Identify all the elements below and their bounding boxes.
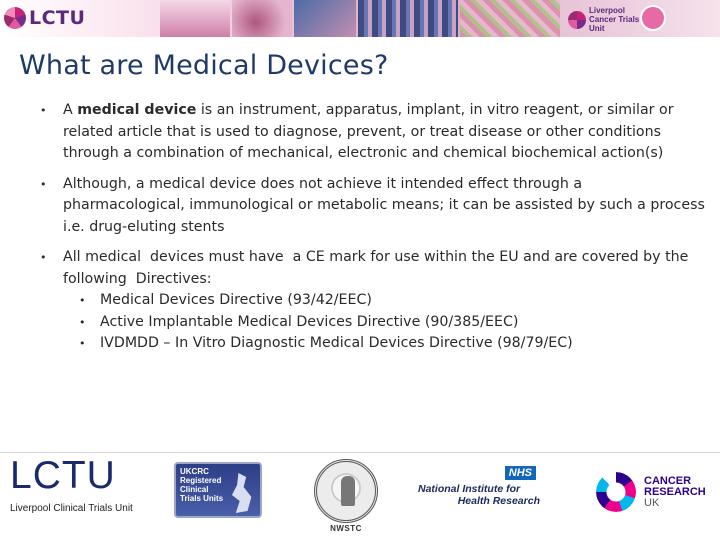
nihr-line-1: National Institute for	[418, 483, 521, 495]
banner-photo-flowers	[460, 0, 560, 37]
lctu-footer-logo-text: LCTU	[10, 454, 116, 497]
bullet-effect	[40, 174, 708, 239]
lctu-header-logo	[4, 5, 85, 31]
cruk-line-2: RESEARCH	[644, 485, 706, 498]
sub-bullet-ivdmdd	[40, 333, 708, 355]
ukcrc-logo-text: UKCRC Registered Clinical Trials Units	[180, 467, 224, 503]
footer-divider	[0, 452, 720, 453]
bullet-text: All medical devices must have a CE mark for use within the EU and are covered by the following Directives:	[63, 249, 693, 287]
banner-photo-2	[232, 0, 292, 37]
banner-photo-3	[294, 0, 356, 37]
bullet-dot-icon: •	[40, 104, 47, 117]
lctu-logo-mark-icon	[4, 7, 26, 29]
lcctu-logo-text: Liverpool Cancer Trials Unit	[589, 6, 640, 33]
nwstc-tag: NWSTC	[330, 524, 362, 533]
nihr-logo	[418, 466, 540, 507]
ukcrc-logo	[174, 462, 262, 518]
header-logo-text: LCTU	[29, 7, 86, 29]
sub-bullet-aimdd	[40, 312, 708, 334]
cruk-ring-icon	[596, 472, 636, 512]
bullet-rest: is an instrument, apparatus, implant, in vitro reagent, or similar or related article that is used to diagnose, prevent, or treat disease or other conditions through a combination of mechanical, electronic and chemical biochemical action(s)	[63, 102, 674, 161]
nhs-badge: NHS	[505, 466, 536, 480]
cruk-logo-text	[644, 476, 706, 509]
bullet-dot-icon: •	[40, 251, 47, 264]
bullet-ce-mark	[40, 247, 708, 290]
bullet-dot-icon: •	[40, 177, 47, 191]
sub-bullet-text: IVDMDD – In Vitro Diagnostic Medical Devices Directive (98/79/EC)	[100, 335, 573, 351]
sub-bullet-mdd	[40, 290, 708, 312]
slide-body	[40, 100, 708, 355]
bullet-term: medical device	[77, 102, 197, 118]
header-banner	[0, 0, 720, 37]
bullet-dot-icon: •	[79, 315, 86, 329]
nwstc-logo	[312, 459, 380, 537]
bullet-dot-icon: •	[79, 294, 86, 307]
slide-title: What are Medical Devices?	[19, 50, 389, 81]
cruk-line-3: UK	[644, 496, 660, 509]
nwstc-seal-icon	[314, 459, 378, 523]
cruk-line-1: CANCER	[644, 474, 692, 487]
nihr-line-2: Health Research	[457, 495, 540, 507]
cruk-logo	[596, 472, 706, 512]
sub-bullet-text: Medical Devices Directive (93/42/EEC)	[100, 292, 372, 308]
bullet-dot-icon: •	[79, 337, 86, 350]
bullet-definition	[40, 100, 708, 165]
banner-photo-group	[358, 0, 458, 37]
heart-badge-icon	[640, 5, 666, 31]
lcctu-logo-mark-icon	[568, 11, 586, 29]
lctu-footer-logo	[10, 455, 133, 514]
lcctu-logo	[568, 6, 649, 33]
banner-photo-1	[160, 0, 230, 37]
lctu-footer-caption: Liverpool Clinical Trials Unit	[10, 503, 133, 514]
uk-map-icon	[228, 473, 254, 513]
bullet-lead: A	[63, 102, 78, 118]
bullet-text: Although, a medical device does not achieve it intended effect through a pharmacological, immunological or metabolic means; it can be assisted by such a process i.e. drug-eluting stents	[63, 175, 705, 235]
sub-bullet-text: Active Implantable Medical Devices Directive (90/385/EEC)	[100, 313, 519, 330]
